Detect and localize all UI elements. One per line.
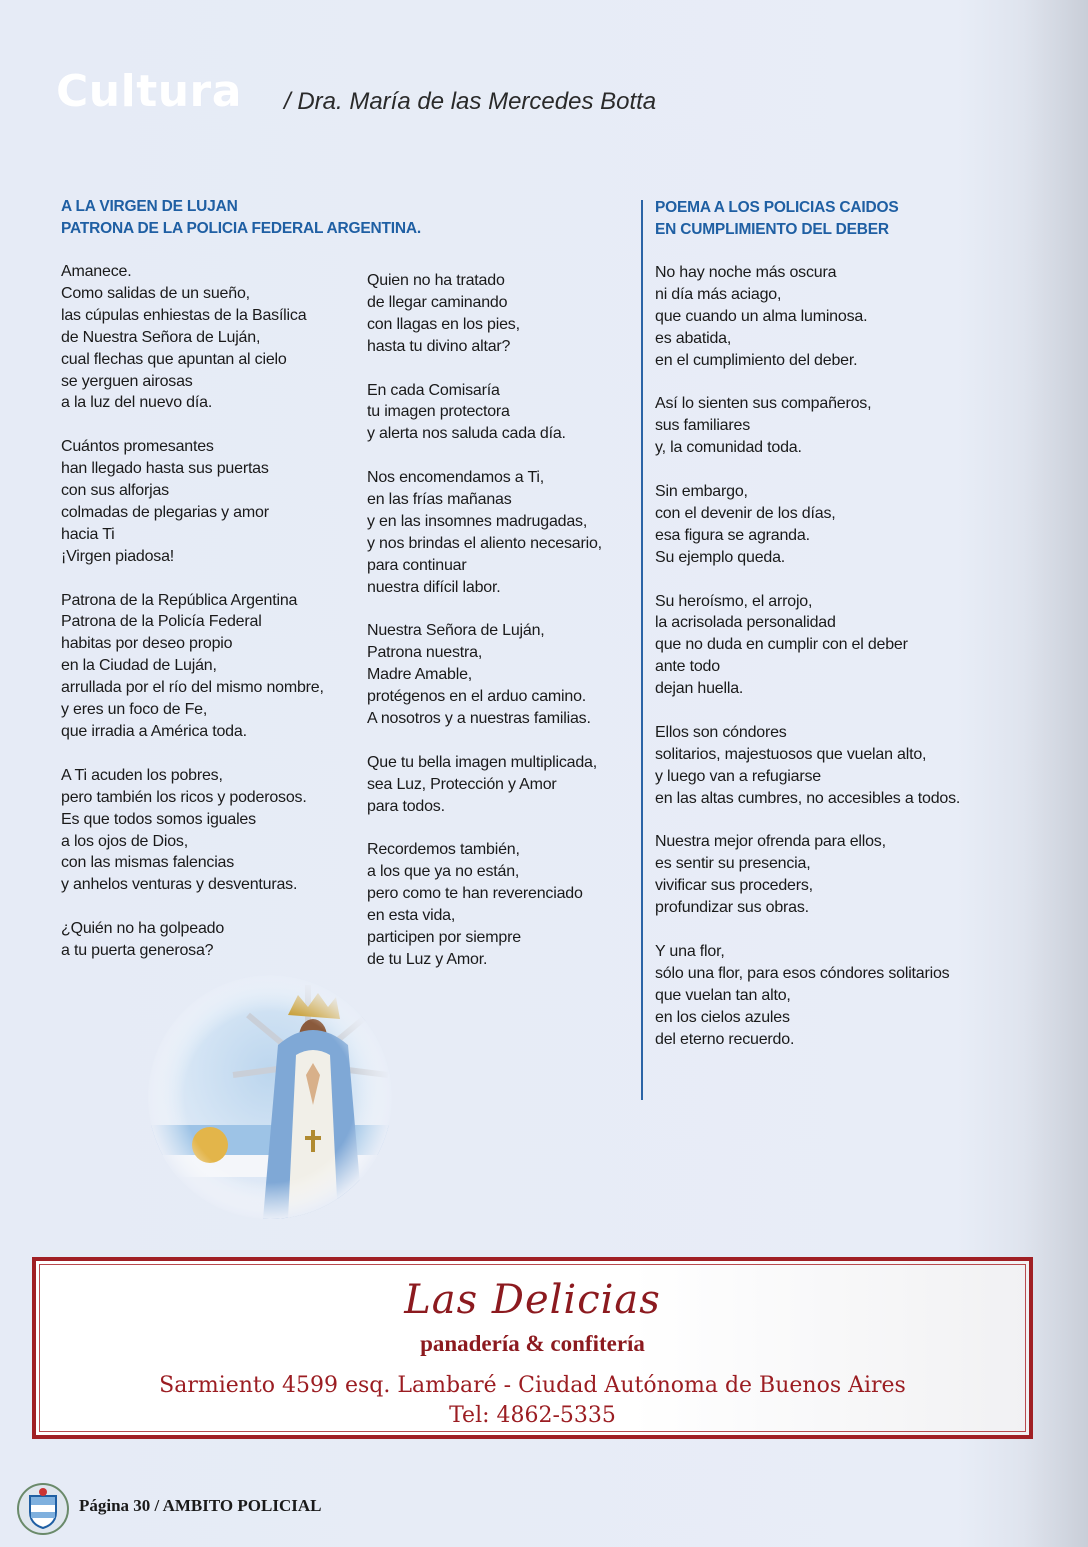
poem-line: protégenos en el arduo camino. <box>367 688 587 706</box>
poem-line: Patrona nuestra, <box>367 644 483 662</box>
poem-line: es abatida, <box>655 329 732 347</box>
poem-stanza <box>655 722 960 810</box>
poem-line: a los que ya no están, <box>367 863 520 881</box>
poem2-title <box>655 197 898 241</box>
poem-line: colmadas de plegarias y amor <box>61 503 269 521</box>
section-title: Cultura <box>56 66 242 117</box>
poem-stanza <box>61 765 324 896</box>
poem-line: en el cumplimiento del deber. <box>655 351 858 369</box>
poem-stanza <box>367 270 602 358</box>
poem-line: para continuar <box>367 556 467 574</box>
poem-stanza <box>655 393 960 459</box>
poem-line: la acrisolada personalidad <box>655 614 836 632</box>
poem-line: cual flechas que apuntan al cielo <box>61 350 287 368</box>
poem1-column-1 <box>61 261 324 984</box>
poem-line: Nos encomendamos a Ti, <box>367 469 545 487</box>
poem-line: Que tu bella imagen multiplicada, <box>367 753 597 771</box>
poem-line: habitas por deseo propio <box>61 635 233 653</box>
poem-line: que vuelan tan alto, <box>655 986 791 1004</box>
poem-line: de Nuestra Señora de Luján, <box>61 328 261 346</box>
poem-line: Patrona de la Policía Federal <box>61 613 262 631</box>
poem-line: de tu Luz y Amor. <box>367 951 488 969</box>
poem-line: han llegado hasta sus puertas <box>61 460 269 478</box>
poem-line: es sentir su presencia, <box>655 855 811 873</box>
poem-line: Y una flor, <box>655 943 725 960</box>
poem-line: Como salidas de un sueño, <box>61 284 250 302</box>
poem-line: a los ojos de Dios, <box>61 832 188 850</box>
poem-line: hasta tu divino altar? <box>367 337 511 355</box>
poem-line: a tu puerta generosa? <box>61 942 214 960</box>
poem-line: Recordemos también, <box>367 841 520 859</box>
poem2-title-line: POEMA A LOS POLICIAS CAIDOS <box>655 199 899 216</box>
poem-line: Quien no ha tratado <box>367 272 505 289</box>
poem-line: se yerguen airosas <box>61 372 193 390</box>
poem-line: en las frías mañanas <box>367 491 512 509</box>
poem-line: con el devenir de los días, <box>655 504 836 522</box>
poem2-title-line: EN CUMPLIMIENTO DEL DEBER <box>655 221 889 238</box>
poem-line: tu imagen protectora <box>367 403 510 421</box>
poem-line: Patrona de la República Argentina <box>61 591 298 609</box>
poem-line: ni día más aciago, <box>655 285 782 303</box>
poem-stanza <box>367 380 602 446</box>
poem-line: dejan huella. <box>655 680 744 698</box>
poem-line: En cada Comisaría <box>367 381 500 399</box>
poem2-column <box>655 262 960 1072</box>
poem-line: sólo una flor, para esos cóndores solitarios <box>655 964 950 982</box>
poem-line: Su heroísmo, el arrojo, <box>655 592 813 610</box>
poem-line: de llegar caminando <box>367 293 508 311</box>
poem-line: en la Ciudad de Luján, <box>61 657 217 675</box>
poem-line: Nuestra mejor ofrenda para ellos, <box>655 833 886 851</box>
poem-line: y luego van a refugiarse <box>655 767 821 785</box>
poem-line: y alerta nos saluda cada día. <box>367 425 566 443</box>
poem-line: Madre Amable, <box>367 666 473 684</box>
poem-stanza <box>655 591 960 701</box>
poem1-title-line: A LA VIRGEN DE LUJAN <box>61 198 238 215</box>
poem-line: y anhelos venturas y desventuras. <box>61 876 298 894</box>
poem-line: Sin embargo, <box>655 483 748 501</box>
poem-line: nuestra difícil labor. <box>367 578 501 596</box>
poem-line: en las altas cumbres, no accesibles a todos. <box>655 789 961 807</box>
poem-line: Cuántos promesantes <box>61 438 214 456</box>
poem-line: Ellos son cóndores <box>655 723 787 741</box>
poem-stanza <box>367 467 602 598</box>
poem-line: y nos brindas el aliento necesario, <box>367 534 602 552</box>
ad-brand-name: Las Delicias <box>404 1277 661 1323</box>
column-divider <box>641 200 643 1100</box>
poem-line: No hay noche más oscura <box>655 264 837 281</box>
poem-line: Amanece. <box>61 263 132 280</box>
poem-line: y, la comunidad toda. <box>655 439 802 457</box>
poem-line: en esta vida, <box>367 907 456 925</box>
poem-line: a la luz del nuevo día. <box>61 394 213 412</box>
poem-line: Es que todos somos iguales <box>61 810 256 828</box>
poem-line: y en las insomnes madrugadas, <box>367 512 588 530</box>
poem-stanza <box>655 831 960 919</box>
poem-stanza <box>61 436 324 567</box>
poem-line: que cuando un alma luminosa. <box>655 307 868 325</box>
poem-line: Su ejemplo queda. <box>655 548 786 566</box>
poem1-title-line: PATRONA DE LA POLICIA FEDERAL ARGENTINA. <box>61 220 421 237</box>
poem-stanza <box>61 918 324 962</box>
poem-stanza <box>61 590 324 743</box>
poem-stanza <box>655 481 960 569</box>
poem-line: sus familiares <box>655 417 751 435</box>
poem-line: hacia Ti <box>61 525 115 543</box>
author-byline: / Dra. María de las Mercedes Botta <box>284 88 657 115</box>
poem-line: solitarios, majestuosos que vuelan alto, <box>655 745 927 763</box>
poem-line: A nosotros y a nuestras familias. <box>367 710 591 728</box>
poem-line: esa figura se agranda. <box>655 526 810 544</box>
poem1-column-2 <box>367 270 602 993</box>
poem-line: A Ti acuden los pobres, <box>61 766 223 784</box>
poem-line: que no duda en cumplir con el deber <box>655 636 908 654</box>
poem-line: Nuestra Señora de Luján, <box>367 622 545 640</box>
poem-line: profundizar sus obras. <box>655 899 809 917</box>
poem-line: ¡Virgen piadosa! <box>61 547 175 565</box>
poem-line: pero también los ricos y poderosos. <box>61 788 307 806</box>
poem-stanza <box>61 261 324 414</box>
poem-line: ante todo <box>655 658 720 676</box>
poem-stanza <box>367 752 602 818</box>
poem-line: con las mismas falencias <box>61 854 235 872</box>
poem-stanza <box>367 620 602 730</box>
poem-line: ¿Quién no ha golpeado <box>61 920 225 938</box>
poem-line: y eres un foco de Fe, <box>61 701 208 719</box>
ad-subtitle: panadería & confitería <box>420 1331 645 1356</box>
poem-line: Así lo sienten sus compañeros, <box>655 395 872 413</box>
poem-line: con sus alforjas <box>61 482 169 500</box>
poem-line: pero como te han reverenciado <box>367 885 583 903</box>
poem-line: para todos. <box>367 797 445 815</box>
poem-stanza <box>655 941 960 1051</box>
virgin-image <box>148 975 392 1219</box>
police-shield-icon <box>16 1482 70 1536</box>
bakery-advertisement <box>32 1257 1033 1439</box>
poem-stanza <box>367 839 602 970</box>
poem-line: del eterno recuerdo. <box>655 1030 795 1048</box>
poem-line: que irradia a América toda. <box>61 723 247 740</box>
virgin-illustration <box>148 975 392 1219</box>
poem-line: sea Luz, Protección y Amor <box>367 775 557 793</box>
poem-line: participen por siempre <box>367 929 521 947</box>
poem-line: las cúpulas enhiestas de la Basílica <box>61 306 307 324</box>
poem-stanza <box>655 262 960 372</box>
poem-line: arrullada por el río del mismo nombre, <box>61 679 324 697</box>
ad-phone: Tel: 4862-5335 <box>449 1403 616 1428</box>
poem-line: con llagas en los pies, <box>367 315 520 333</box>
poem1-title <box>61 196 421 240</box>
ad-address: Sarmiento 4599 esq. Lambaré - Ciudad Autónoma de Buenos Aires <box>159 1373 906 1398</box>
poem-line: en los cielos azules <box>655 1008 790 1026</box>
poem-line: vivificar sus proceders, <box>655 877 813 895</box>
footer-page-label: Página 30 / AMBITO POLICIAL <box>79 1496 322 1515</box>
